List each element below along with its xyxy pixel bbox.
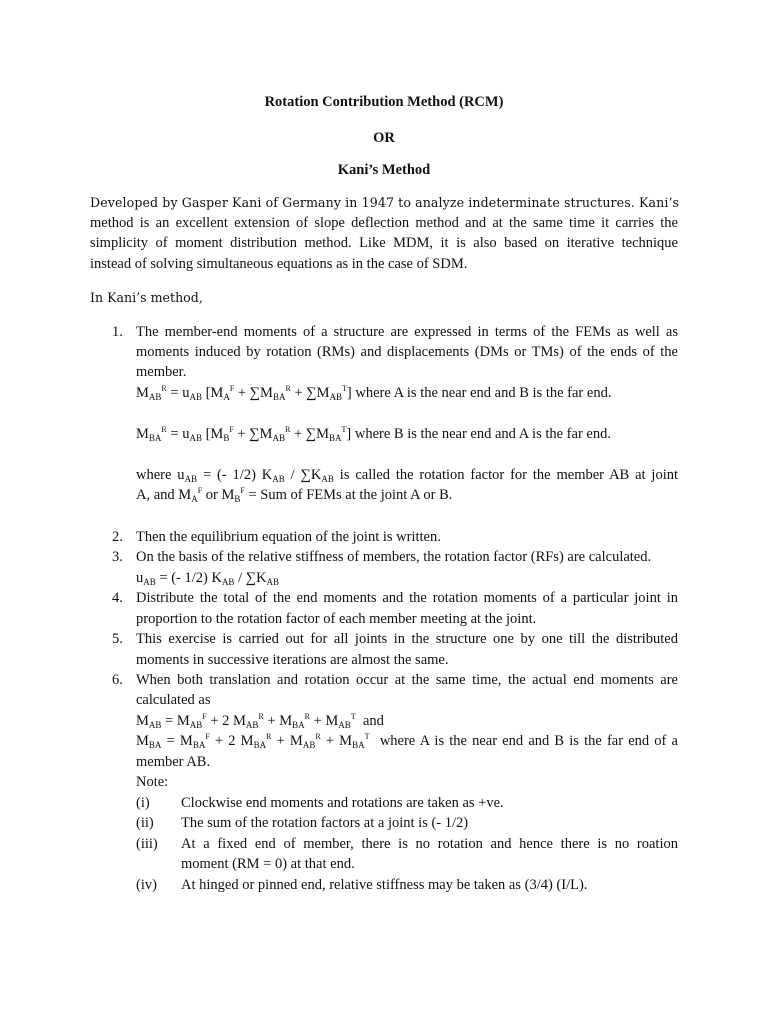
title-rcm: Rotation Contribution Method (RCM) [264, 94, 504, 110]
item-1-line-1: The member-end moments of a structure are expressed in terms of the FEMs as well as [136, 324, 678, 340]
equation-mba-rotation: $M_{BA}^R = u_{AB}$ $[M_B^F + \sum M_{AB}^R + \sum M_{BA}^T]$ where B is the near end and A is the far end. [136, 425, 611, 443]
item-1-number: 1. [112, 324, 123, 340]
item-4-line-1: Distribute the total of the end moments and the rotation moments of a particular joint in [136, 590, 678, 606]
item-1-line-2: moments induced by rotation (RMs) and displacements (DMs or TMs) of the ends of the [136, 344, 678, 360]
note-1-text: Clockwise end moments and rotations are taken as +ve. [181, 795, 504, 811]
note-3-line-1: At a fixed end of member, there is no rotation and hence there is no roation [181, 836, 678, 852]
item-6-number: 6. [112, 672, 123, 688]
note-2-text: The sum of the rotation factors at a joint is (- 1/2) [181, 815, 469, 831]
item-6-line-1: When both translation and rotation occur at the same time, the actual end moments are [136, 672, 678, 688]
item-2-number: 2. [112, 529, 123, 545]
item-3-number: 3. [112, 549, 123, 565]
note-3-number: (iii) [136, 836, 158, 852]
title-or: OR [373, 130, 395, 146]
rotation-factor-definition-line-2: A, and $M_A^F$ or $M_B^F$ = Sum of FEMs at the joint A or B. [136, 486, 453, 504]
intro-line-2: method is an excellent extension of slope deflection method and at the same time it carries the [90, 215, 678, 231]
note-3-line-2: moment (RM = 0) at that end. [181, 856, 355, 872]
title-kani: Kani’s Method [337, 162, 431, 178]
note-1-number: (i) [136, 795, 150, 811]
note-2-number: (ii) [136, 815, 154, 831]
item-4-line-2: proportion to the rotation factor of each member meeting at the joint. [136, 611, 537, 627]
intro-line-4: instead of solving simultaneous equations as in the case of SDM. [90, 256, 468, 272]
item-1-line-3: member. [136, 364, 187, 380]
item-2-text: Then the equilibrium equation of the joint is written. [136, 529, 441, 545]
item-3-formula: $u_{AB}$ = (- 1/2) $K_{AB} / \sum K_{AB}$ [136, 570, 280, 587]
item-5-line-2: moments in successive iterations are almost the same. [136, 652, 449, 668]
item-5-number: 5. [112, 631, 123, 647]
rotation-factor-definition-line-1: where $u_{AB}$ = (- 1/2) $K_{AB} / \sum K_{AB}$ is called the rotation factor for the member AB at joint [136, 467, 679, 484]
item-6-line-2: calculated as [136, 692, 211, 708]
equation-mba-final: $M_{BA} = M_{BA}^F + 2$ $M_{BA}^R + M_{AB}^R + M_{BA}^T$ where A is the near end and B is the far end of a [136, 732, 678, 750]
lead-text: In Kani’s method, [90, 290, 203, 305]
note-4-text: At hinged or pinned end, relative stiffness may be taken as (3/4) (I/L). [181, 877, 588, 893]
equation-mab-final: $M_{AB} = M_{AB}^F + 2$ $M_{AB}^R + M_{BA}^R + M_{AB}^T$ and [136, 712, 384, 730]
item-6-line-5: member AB. [136, 754, 211, 770]
note-heading: Note: [136, 774, 169, 790]
item-5-line-1: This exercise is carried out for all joints in the structure one by one till the distributed [136, 631, 678, 647]
equation-mab-rotation: $M_{AB}^R = u_{AB}$ $[M_A^F + \sum M_{BA}^R + \sum M_{AB}^T]$ where A is the near end and B is the far end. [136, 384, 612, 402]
item-4-number: 4. [112, 590, 123, 606]
intro-line-3: simplicity of moment distribution method. Like MDM, it is also based on iterative technique [90, 235, 678, 251]
intro-line-1: Developed by Gasper Kani of Germany in 1947 to analyze indeterminate structures. Kani’s [90, 195, 680, 210]
note-4-number: (iv) [136, 877, 157, 893]
item-3-text: On the basis of the relative stiffness of members, the rotation factor (RFs) are calculated. [136, 549, 652, 565]
